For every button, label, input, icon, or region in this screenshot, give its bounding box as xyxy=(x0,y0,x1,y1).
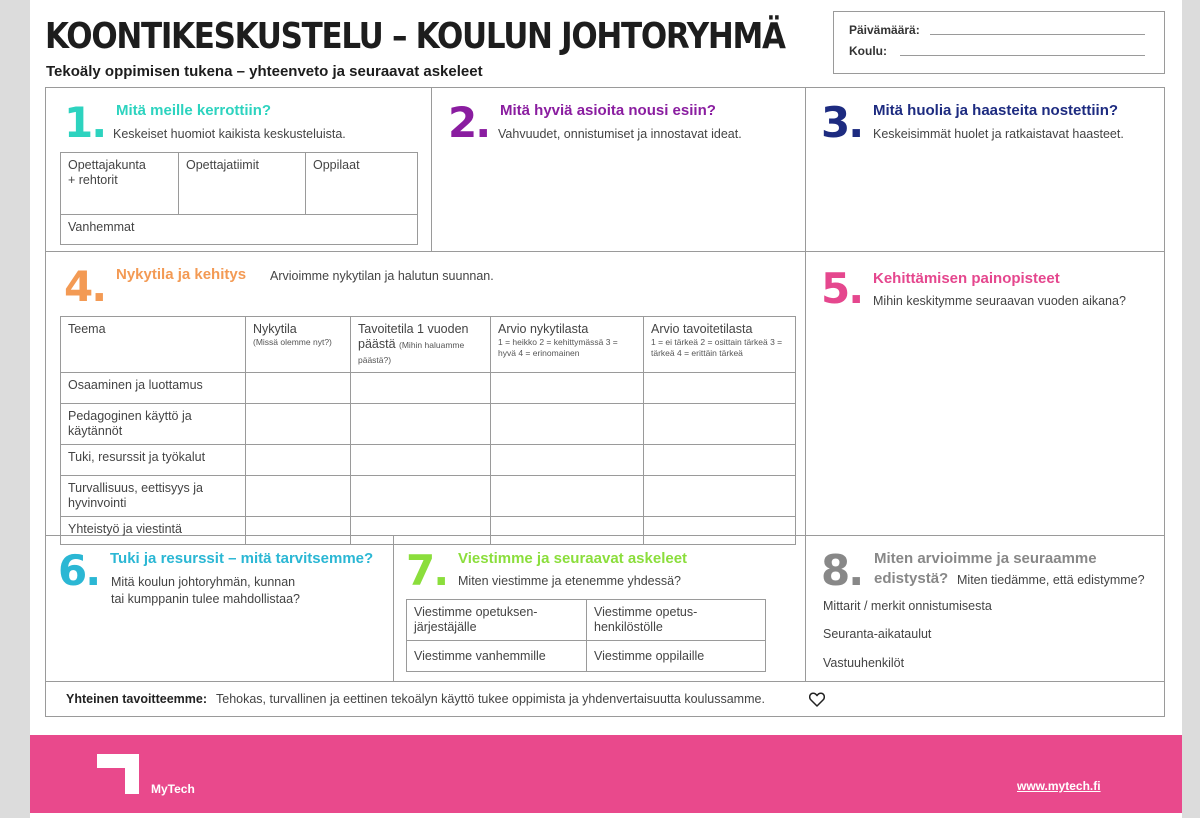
section-5-number: 5. xyxy=(821,264,863,313)
goal-label: Yhteinen tavoitteemme: xyxy=(66,692,208,706)
date-school-box xyxy=(833,11,1165,74)
row-label-skills: Osaaminen ja luottamus xyxy=(61,373,246,404)
section-1-desc: Keskeiset huomiot kaikista keskusteluista. xyxy=(113,127,346,141)
section-3-title: Mitä huolia ja haasteita nostettiin? xyxy=(873,102,1119,119)
col-header-target xyxy=(351,317,491,373)
table-cell[interactable] xyxy=(491,517,644,545)
table-row xyxy=(61,404,796,445)
section-7-number: 7. xyxy=(406,546,448,595)
section-4-desc: Arvioimme nykytilan ja halutun suunnan. xyxy=(270,269,494,283)
col-current-sub: (Missä olemme nyt?) xyxy=(253,337,332,347)
school-field-line[interactable] xyxy=(900,55,1145,56)
section-5-desc: Mihin keskitymme seuraavan vuoden aikana? xyxy=(873,294,1126,308)
cell-staff[interactable]: Opettajakunta + rehtorit xyxy=(61,153,179,215)
footer-bar xyxy=(30,735,1182,813)
section-3-number: 3. xyxy=(821,98,863,147)
table-row xyxy=(61,476,796,517)
cell-students[interactable]: Oppilaat xyxy=(306,153,418,215)
section-6-number: 6. xyxy=(58,546,100,595)
section-8-desc: Miten tiedämme, että edistymme? xyxy=(957,573,1145,587)
table-cell[interactable] xyxy=(246,404,351,445)
table-cell[interactable] xyxy=(644,445,796,476)
date-field-line[interactable] xyxy=(930,34,1145,35)
col-assess-target-label: Arvio tavoitetilasta xyxy=(651,322,753,336)
heart-icon xyxy=(809,692,825,707)
section-5-title: Kehittämisen painopisteet xyxy=(873,270,1060,287)
page-title: KOONTIKESKUSTELU – KOULUN JOHTORYHMÄ xyxy=(45,16,785,57)
section-6-title: Tuki ja resurssit – mitä tarvitsemme? xyxy=(110,550,374,567)
table-cell[interactable] xyxy=(246,476,351,517)
section-1-title: Mitä meille kerrottiin? xyxy=(116,102,272,119)
table-cell[interactable] xyxy=(644,373,796,404)
col-assess-target-sub: 1 = ei tärkeä 2 = osittain tärkeä 3 = tärkeä 4 = erittäin tärkeä xyxy=(651,337,783,358)
table-cell[interactable] xyxy=(351,373,491,404)
section-8-item-metrics[interactable]: Mittarit / merkit onnistumisesta xyxy=(823,599,992,613)
school-label: Koulu: xyxy=(849,44,887,58)
col-theme-label: Teema xyxy=(68,322,106,336)
section-4-number: 4. xyxy=(64,262,106,311)
section-6-desc: Mitä koulun johtoryhmän, kunnan tai kumppanin tulee mahdollistaa? xyxy=(111,575,301,606)
table-cell[interactable] xyxy=(491,373,644,404)
table-cell[interactable] xyxy=(351,476,491,517)
col-header-assess-target xyxy=(644,317,796,373)
cell-parents[interactable]: Vanhemmat xyxy=(61,215,418,245)
table-cell[interactable] xyxy=(491,404,644,445)
footer-brand: MyTech xyxy=(151,782,195,796)
table-cell[interactable] xyxy=(644,404,796,445)
row-label-support: Tuki, resurssit ja työkalut xyxy=(61,445,246,476)
col-assess-current-label: Arvio nykytilasta xyxy=(498,322,589,336)
table-row xyxy=(61,517,796,545)
table-cell[interactable] xyxy=(246,517,351,545)
cell-msg-organizer[interactable]: Viestimme opetuksen- järjestäjälle xyxy=(407,600,587,641)
section-8-item-schedule[interactable]: Seuranta-aikataulut xyxy=(823,627,932,641)
table-cell[interactable] xyxy=(351,445,491,476)
section-1-number: 1. xyxy=(64,98,106,147)
col-target-label: Tavoitetila 1 vuoden päästä xyxy=(358,322,469,351)
col-current-label: Nykytila xyxy=(253,322,297,336)
section-5-writing-area[interactable] xyxy=(811,318,1161,528)
section-8-item-owners[interactable]: Vastuuhenkilöt xyxy=(823,656,905,670)
col-header-current xyxy=(246,317,351,373)
col-divider-6-7 xyxy=(393,535,394,681)
main-grid xyxy=(45,87,1165,717)
date-label: Päivämäärä: xyxy=(849,23,920,37)
col-header-assess-current xyxy=(491,317,644,373)
table-cell[interactable] xyxy=(246,373,351,404)
col-divider-1-2 xyxy=(431,88,432,251)
section-4-table xyxy=(60,316,796,545)
footer-url-link[interactable]: www.mytech.fi xyxy=(1017,779,1101,793)
table-cell[interactable] xyxy=(644,476,796,517)
worksheet xyxy=(30,0,1182,818)
section-4-title: Nykytila ja kehitys xyxy=(116,266,247,283)
section-2-title: Mitä hyviä asioita nousi esiin? xyxy=(500,102,716,119)
section-7-grid xyxy=(406,599,766,672)
col-assess-current-sub: 1 = heikko 2 = kehittymässä 3 = hyvä 4 = erinomainen xyxy=(498,337,618,358)
section-8-title-line1: Miten arvioimme ja seuraamme xyxy=(874,550,1097,567)
table-cell[interactable] xyxy=(491,476,644,517)
table-cell[interactable] xyxy=(246,445,351,476)
section-8-number: 8. xyxy=(821,546,863,595)
section-3-desc: Keskeisimmät huolet ja ratkaistavat haasteet. xyxy=(873,127,1124,141)
table-cell[interactable] xyxy=(351,404,491,445)
row-divider-1 xyxy=(46,251,1164,252)
col-divider-right xyxy=(805,88,806,681)
mytech-logo-cutout xyxy=(97,768,125,794)
section-7-desc: Miten viestimme ja etenemme yhdessä? xyxy=(458,574,682,588)
section-1-grid xyxy=(60,152,418,245)
cell-teacher-teams[interactable]: Opettajatiimit xyxy=(179,153,306,215)
cell-msg-parents[interactable]: Viestimme vanhemmille xyxy=(407,641,587,672)
section-2-desc: Vahvuudet, onnistumiset ja innostavat ideat. xyxy=(498,127,742,141)
section-2-writing-area[interactable] xyxy=(436,148,801,246)
row-label-pedagogy: Pedagoginen käyttö ja käytännöt xyxy=(61,404,246,445)
table-cell[interactable] xyxy=(491,445,644,476)
section-7-title: Viestimme ja seuraavat askeleet xyxy=(458,550,688,567)
cell-msg-staff[interactable]: Viestimme opetus- henkilöstölle xyxy=(587,600,766,641)
cell-msg-students[interactable]: Viestimme oppilaille xyxy=(587,641,766,672)
row-label-cooperation: Yhteistyö ja viestintä xyxy=(61,517,246,545)
col-header-theme xyxy=(61,317,246,373)
section-3-writing-area[interactable] xyxy=(811,148,1161,246)
table-cell[interactable] xyxy=(644,517,796,545)
row-divider-3 xyxy=(46,681,1164,682)
table-row xyxy=(61,373,796,404)
row-label-safety: Turvallisuus, eettisyys ja hyvinvointi xyxy=(61,476,246,517)
section-8-title-line2: edistystä? xyxy=(874,570,949,587)
table-row xyxy=(61,445,796,476)
section-2-number: 2. xyxy=(448,98,490,147)
col-target-sub: (Mihin haluamme päästä?) xyxy=(358,340,465,365)
page-subtitle: Tekoäly oppimisen tukena – yhteenveto ja seuraavat askeleet xyxy=(46,63,483,80)
table-cell[interactable] xyxy=(351,517,491,545)
goal-text: Tehokas, turvallinen ja eettinen tekoälyn käyttö tukee oppimista ja yhdenvertaisuutta koulussamme. xyxy=(216,692,765,706)
